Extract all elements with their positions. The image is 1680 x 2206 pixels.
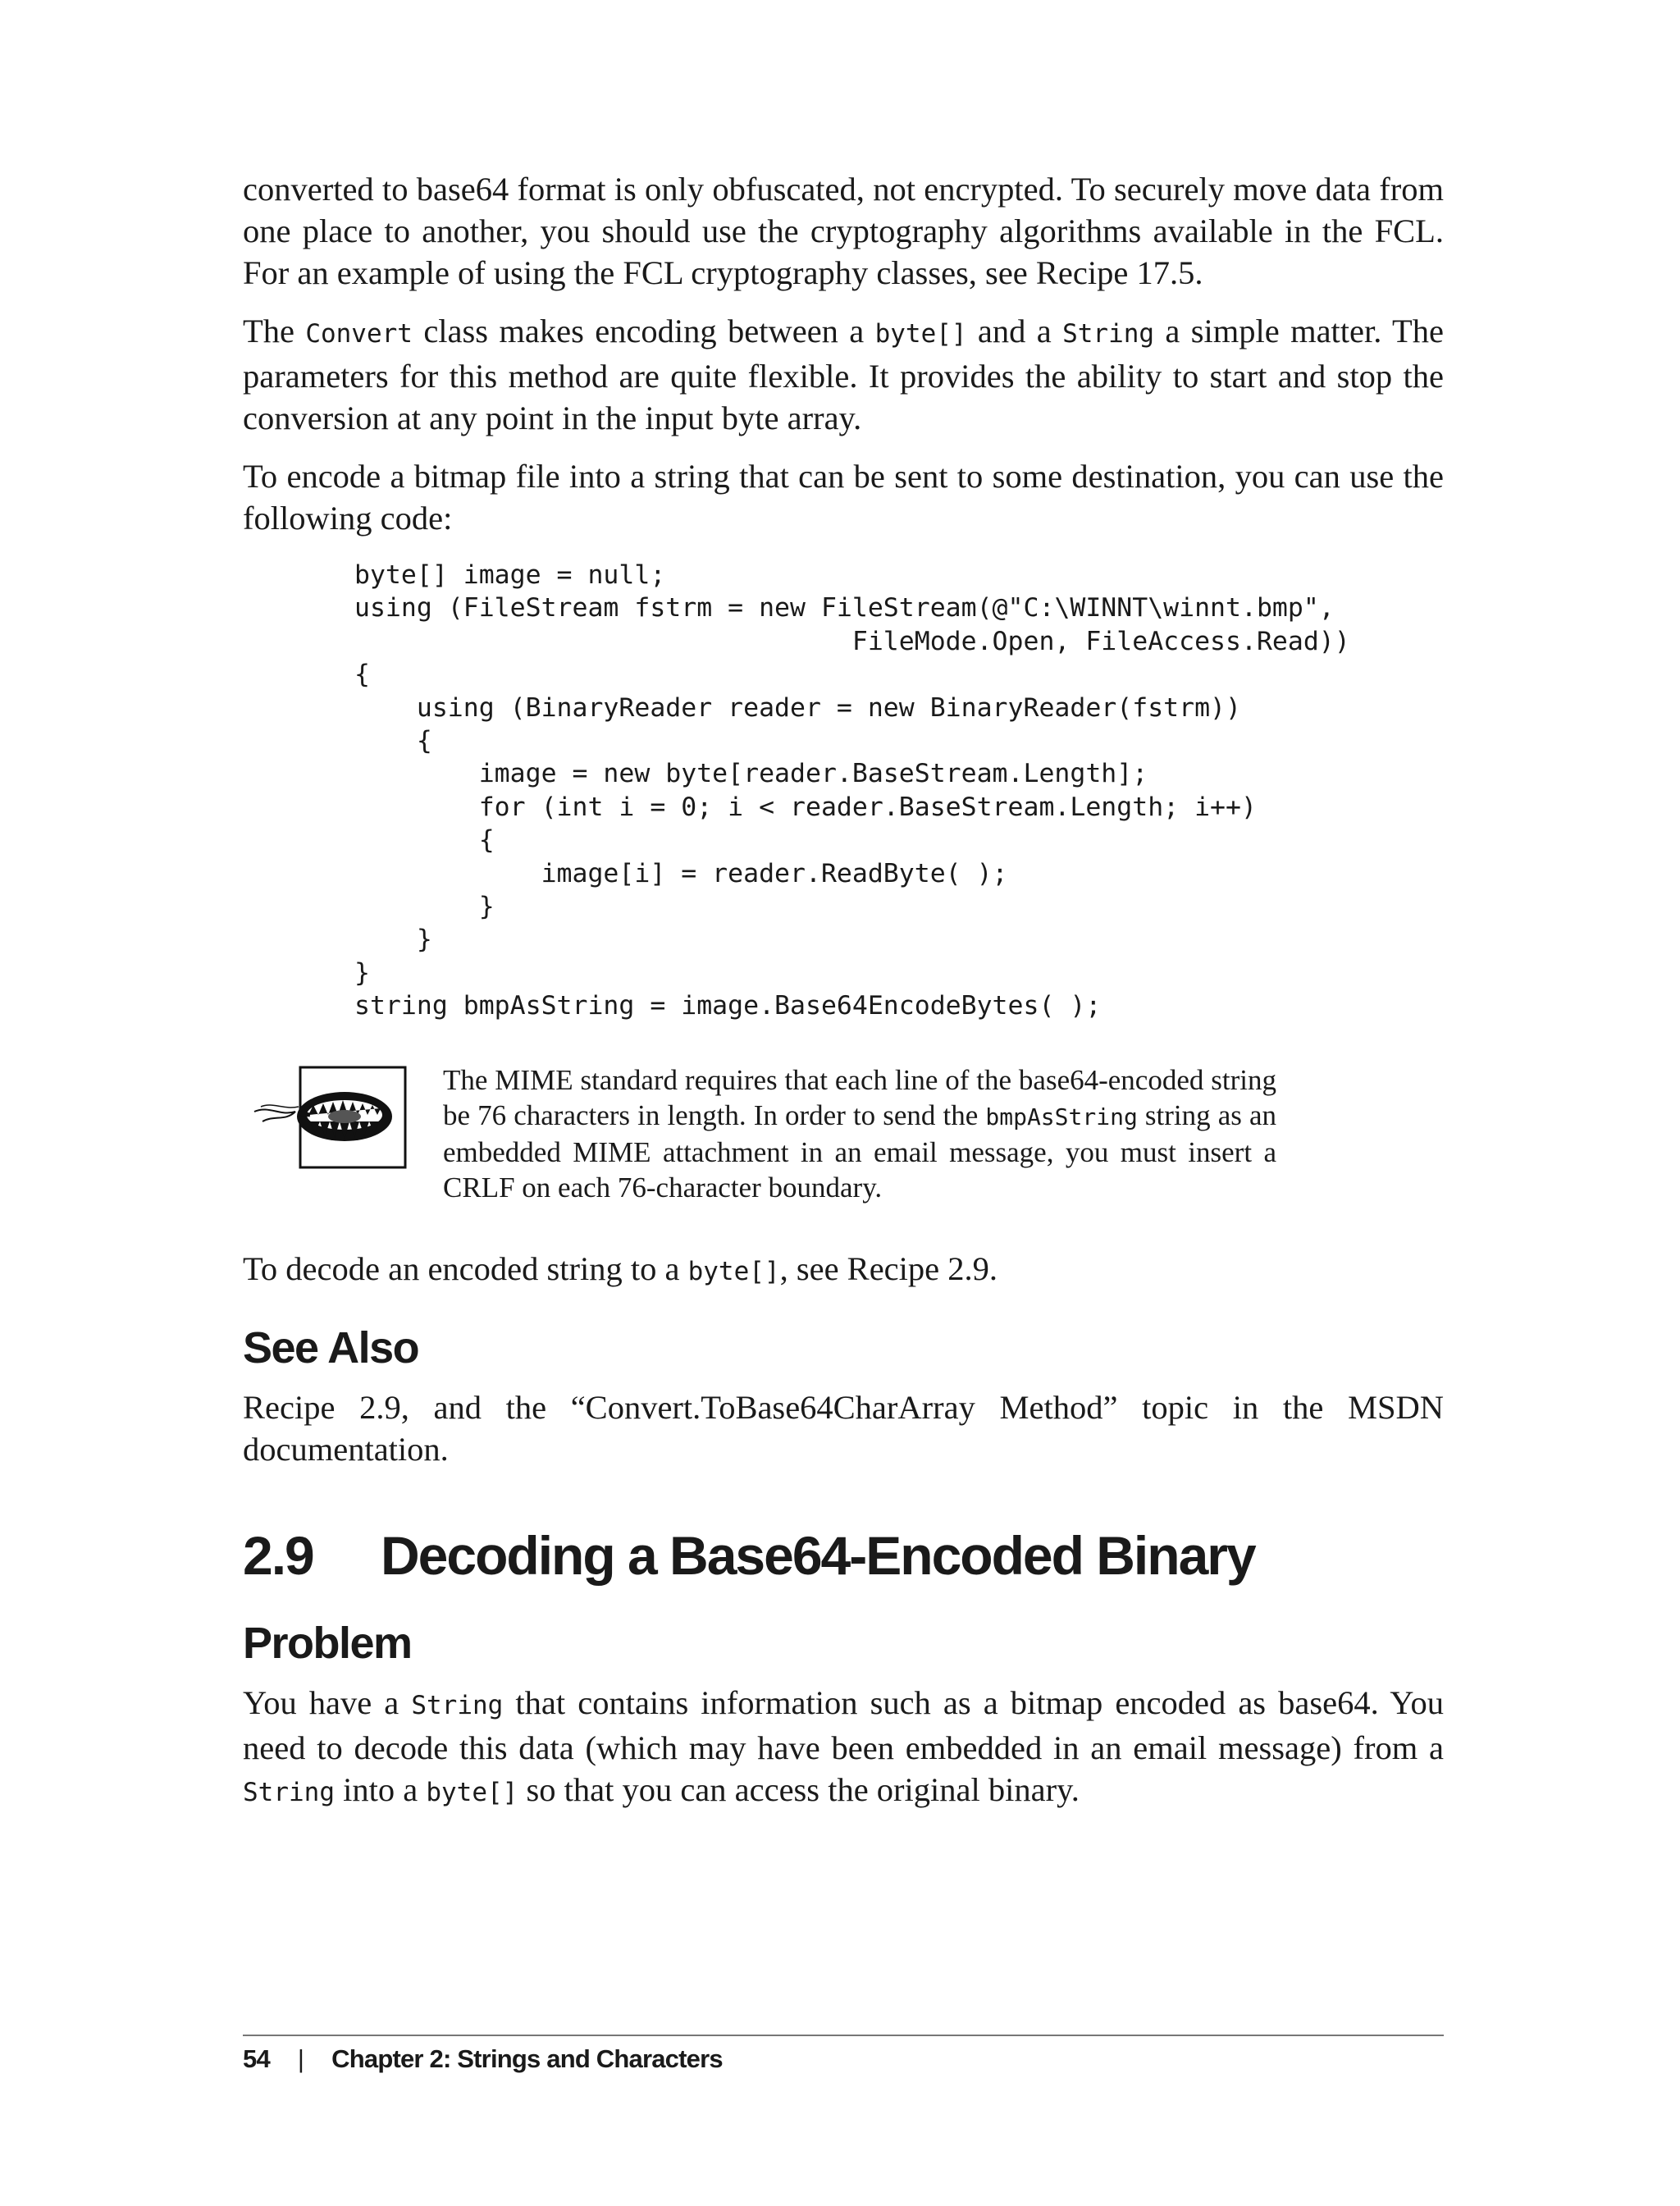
- inline-code: Convert: [305, 319, 413, 349]
- paragraph-decode-ref: [243, 1248, 1444, 1293]
- text-run: and a: [966, 313, 1063, 349]
- paragraph-encode-intro: To encode a bitmap file into a string that can be sent to some destination, you can use the following code:: [243, 458, 1444, 537]
- see-also-heading: See Also: [243, 1322, 419, 1372]
- inline-code: String: [411, 1690, 504, 1720]
- page-number: 54: [243, 2044, 270, 2073]
- recipe-number: 2.9: [243, 1524, 313, 1586]
- text-run: To decode an encoded string to a: [243, 1249, 688, 1287]
- paragraph-obfuscation: converted to base64 format is only obfuscated, not encrypted. To securely move data from one place to another, you should use the cryptography algorithms available in the FCL. For an example of using the FCL cryptography classes, see Recipe 17.5.: [243, 171, 1444, 291]
- text-run: The MIME standard requires that each line of the base64-encoded string be 76 characters in length. In order to send the: [443, 1063, 1276, 1131]
- page-content: [243, 168, 1444, 1830]
- inline-code: bmpAsString: [985, 1103, 1138, 1130]
- code-listing: byte[] image = null; using (FileStream fstrm = new FileStream(@"C:\WINNT\winnt.bmp", FileMode.Open, FileAccess.Read)) { using (BinaryReader reader = new BinaryReader(fstrm)) { image = new byte[reader.BaseStream.Length]; for (int i = 0; i < reader.BaseStream.Length; i++) { image[i] = reader.ReadByte( ); } } } string bmpAsString = image.Base64EncodeBytes( );: [354, 560, 1350, 1021]
- text-run: that contains information such as a bitmap encoded as base64. You need to decode this data (which may have been embedded in an email message) from a: [243, 1683, 1444, 1766]
- text-run: into a: [334, 1770, 427, 1808]
- text-run: so that you can access the original binary.: [518, 1770, 1080, 1808]
- text-run: a simple matter. The parameters for this method are quite flexible. It provides the ability to start and stop the conversion at any point in the input byte array.: [243, 313, 1444, 436]
- inline-code: byte[]: [687, 1256, 780, 1286]
- problem-text: [243, 1682, 1444, 1814]
- text-run: You have a: [243, 1683, 412, 1721]
- warning-note: [243, 1062, 1444, 1202]
- text-run: The: [243, 313, 306, 349]
- chapter-title: Chapter 2: Strings and Characters: [331, 2044, 723, 2073]
- inline-code: String: [243, 1777, 335, 1807]
- page-footer: [243, 2035, 1444, 2074]
- text-run: , see Recipe 2.9.: [779, 1249, 998, 1287]
- problem-heading: Problem: [243, 1618, 412, 1668]
- inline-code: String: [1062, 319, 1155, 349]
- recipe-title: Decoding a Base64-Encoded Binary: [381, 1524, 1255, 1586]
- recipe-heading: [243, 1523, 1444, 1588]
- footer-separator: |: [297, 2044, 304, 2073]
- bear-trap-icon: [253, 1064, 410, 1171]
- see-also-text: Recipe 2.9, and the “Convert.ToBase64CharArray Method” topic in the MSDN documentation.: [243, 1388, 1444, 1468]
- inline-code: byte[]: [426, 1777, 518, 1807]
- paragraph-convert-class: [243, 310, 1444, 439]
- text-run: class makes encoding between a: [412, 313, 875, 349]
- text-run: string as an embedded MIME attachment in an email message, you must insert a CRLF on each 76-character boundary.: [443, 1098, 1276, 1203]
- inline-code: byte[]: [874, 319, 967, 349]
- note-text: [443, 1062, 1276, 1205]
